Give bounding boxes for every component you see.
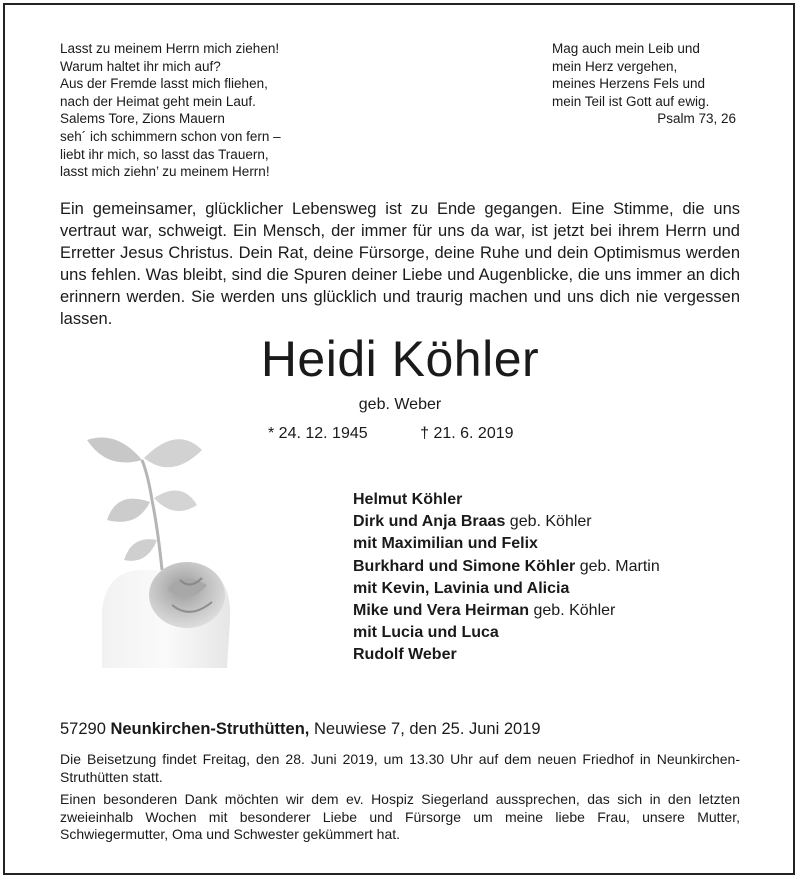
intro-text: Ein gemeinsamer, glücklicher Lebensweg ist zu Ende gegangen. Eine Stimme, die uns vertraut war, schweigt. Ein Mensch, der immer für uns da war, ist jetzt bei ihrem Herrn und Erretter Jesus Christus. Dein Rat, deine Fürsorge, deine Ruhe und dein Optimismus werden uns fehlen. Was bleibt, sind die Spuren deiner Liebe und Augenblicke, die uns immer an dich erinnern werden. Sie werden uns glücklich und traurig machen und uns dich nie vergessen lassen. [60, 200, 740, 328]
psalm-line: mein Herz vergehen, [552, 58, 678, 74]
psalm-source: Psalm 73, 26 [657, 111, 736, 127]
psalm-line: mein Teil ist Gott auf ewig. [552, 93, 710, 109]
psalm-quote [552, 40, 736, 128]
mourner-entry: Rudolf Weber [353, 646, 457, 664]
mourners-list [353, 489, 660, 667]
mourner-entry: Mike und Vera Heirman geb. Köhler [353, 602, 616, 620]
poem-line: nach der Heimat geht mein Lauf. [60, 93, 256, 109]
death-date: † 21. 6. 2019 [420, 425, 514, 442]
mourner-entry: Dirk und Anja Braas geb. Köhler [353, 513, 592, 531]
poem-line: Lasst zu meinem Herrn mich ziehen! [60, 41, 280, 56]
address-street-date: Neuwiese 7, den 25. Juni 2019 [309, 720, 541, 738]
birth-date: * 24. 12. 1945 [268, 425, 368, 442]
psalm-line: Mag auch mein Leib und [552, 41, 700, 56]
address-zip: 57290 [60, 720, 111, 738]
address-line [60, 720, 541, 739]
psalm-line: meines Herzens Fels und [552, 76, 706, 92]
poem-line: seh´ ich schimmern schon von fern – [60, 128, 281, 144]
mourner-entry: Helmut Köhler [353, 491, 463, 508]
address-town: Neunkirchen-Struthütten, [110, 720, 310, 738]
life-dates [268, 425, 514, 443]
mourner-entry: Burkhard und Simone Köhler geb. Martin [353, 557, 660, 575]
poem-line: Warum haltet ihr mich auf? [60, 58, 221, 74]
deceased-name: Heidi Köhler [260, 331, 540, 387]
mourner-entry: mit Kevin, Lavinia und Alicia [353, 579, 570, 597]
thanks-note: Einen besonderen Dank möchten wir dem ev. Hospiz Siegerland aussprechen, das sich in den letzten zweieinhalb Wochen mit besonderer Liebe und Fürsorge um meine liebe Frau, unsere Mutter, Schwiegermutter, Oma und Schwester gekümmert hat. [60, 791, 740, 843]
funeral-note: Die Beisetzung findet Freitag, den 28. Juni 2019, um 13.30 Uhr auf dem neuen Friedhof in Neunkirchen-Struthütten statt. [60, 751, 740, 785]
mourner-entry: mit Lucia und Luca [353, 624, 499, 642]
poem-left [60, 40, 281, 181]
poem-line: Aus der Fremde lasst mich fliehen, [60, 76, 268, 92]
poem-line: Salems Tore, Zions Mauern [60, 111, 225, 127]
poem-line: lasst mich ziehn’ zu meinem Herrn! [60, 164, 270, 180]
rose-image [62, 420, 262, 670]
maiden-name: geb. Weber [358, 396, 442, 413]
poem-line: liebt ihr mich, so lasst das Trauern, [60, 146, 269, 162]
mourner-entry: mit Maximilian und Felix [353, 535, 538, 553]
